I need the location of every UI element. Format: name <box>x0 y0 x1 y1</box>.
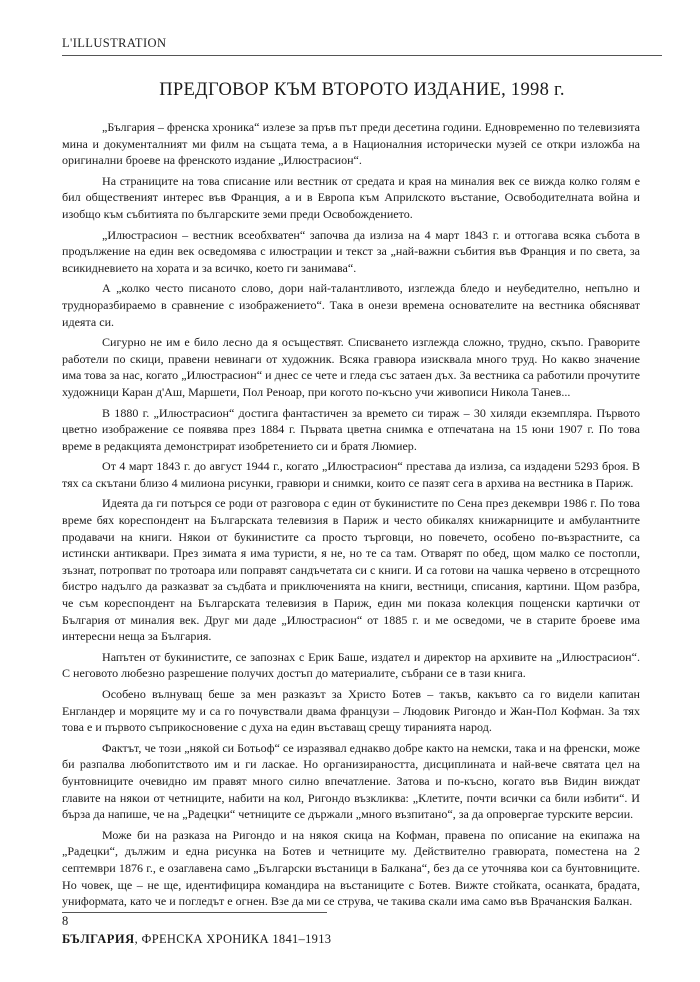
page-title: ПРЕДГОВОР КЪМ ВТОРОТО ИЗДАНИЕ, 1998 г. <box>159 80 565 100</box>
footer-divider <box>62 912 327 913</box>
paragraph: Може би на разказа на Ригондо и на някоя скица на Кофман, правена по описание на екипажа на „Радецки“, дължим и една рисунка на Ботев и четниците му. Действително гравюрата, поместена на 2 септември 1876 г., е озаглавена само „Български въстаници в Балкана“, без да се уточнява кои са бунтовниците. Но човек, ще – не ще, идентифицира командира на въстаниците с Ботев. Вижте стойката, осанката, брадата, униформата, като че и погледът е огнен. Взе да ми се струва, че такива скали има само във Врачанския Балкан. <box>62 827 640 909</box>
paragraph: Идеята да ги потърся се роди от разговора с един от букинистите по Сена през декември 1986 г. По това време бях кореспондент на Българската телевизия в Париж и често обикалях книжарниците и амбулантните продавачи на книги. Някои от букинистите са просто търговци, но повечето, особено по-възрастните, са истински антиквари. През зимата я има туристи, я не, но те са там. Отварят по обед, щом малко се постопли, зъзнат, потропват по тротоара или поправят сандъчетата си с книги. И са готови на чашка червено в отсрещното бистро надълго да разказват за съдбата и приключенията на книги, вестници, списания, картини. Щом разбра, че съм кореспондент на Българската телевизия в Париж, един ми показа колекция пощенски картички от България от миналия век. Друг ми даде „Илюстрасион“ от 1885 г. и ме осведоми, че в старите броеве има интересни неща за България. <box>62 496 640 644</box>
paragraph: Особено вълнуващ беше за мен разказът за Христо Ботев – такъв, какъвто са го видели капитан Енгландер и моряците му и са го почувствали двама французи – Людовик Ригондо и Жан-Пол Кофман. За тях това е и първото съприкосновение с духа на един въставащ срещу тиранията народ. <box>62 687 640 735</box>
running-header: L'ILLUSTRATION <box>62 36 167 50</box>
footer-book-title-main: БЪЛГАРИЯ <box>62 932 135 946</box>
page-number: 8 <box>62 914 69 928</box>
header-divider <box>62 55 662 56</box>
paragraph: Фактът, че този „някой си Ботьоф“ се изразявал еднакво добре както на немски, така и на френски, може би разпалва любопитството им и ги ласкае. Но организираността, дисциплината и най-вече святата цел на бунтовниците очевидно им правят много силно впечатление. Затова и по-късно, когато във Видин виждат главите на някои от четниците, набити на кол, Ригондо възкликва: „Клетите, почти всички са били избити“. И бърза да напише, че на „Радецки“ четниците се държали „много възпитано“, за да опровергае турските версии. <box>62 740 640 822</box>
paragraph: Сигурно не им е било лесно да я осъществят. Списването изглежда сложно, трудно, скъпо. Граворите работели по скици, правени невинаги от художник. Всяка гравюра изисквала много труд. Но какво значение има това за нас, когато „Илюстрасион“ и днес се чете и гледа със затаен дъх. За вестника са работили прочутите художници Каран д'Аш, Маршети, Пол Реноар, при когото по-късно учи живописи Никола Танев... <box>62 335 640 399</box>
paragraph: В 1880 г. „Илюстрасион“ достига фантастичен за времето си тираж – 30 хиляди екземпляра. Първото цветно изображение се появява през 1884 г. Първата цветна снимка е отпечатана на 15 юни 1907 г. По това време в редакцията демонстрират изобретението си и братя Люмиер. <box>62 405 640 453</box>
paragraph: Напътен от букинистите, се запознах с Ерик Баше, издател и директор на архивите на „Илюстрасион“. С неговото любезно разрешение получих достъп до материалите, събрани се в тази книга. <box>62 649 640 681</box>
paragraph: А „колко често писаното слово, дори най-талантливото, изглежда бледо и неубедително, непълно и трудноразбираемо в сравнение с изображението“. Така в онези времена основателите на вестника обясняват идеята си. <box>62 281 640 329</box>
paragraph: От 4 март 1843 г. до август 1944 г., когато „Илюстрасион“ престава да излиза, са издадени 5293 броя. В тях са скътани близо 4 милиона рисунки, гравюри и снимки, които се пазят сега в архива на вестника в Париж. <box>62 459 640 490</box>
paragraph: На страниците на това списание или вестник от средата и края на миналия век се вижда колко голям е бил общественият интерес във Франция, а и в Европа към Априлското въстание, Освободителната война и изобщо към събитията по българските земи преди Освобождението. <box>62 173 640 221</box>
paragraph: „Илюстрасион – вестник всеобхватен“ започва да излиза на 4 март 1843 г. и оттогава всяка събота в продължение на един век осведомява с илюстрации и текст за „най-важни събития във Франция и по света, за всикидневието на хората и за всичко, което ги занимава“. <box>62 227 640 275</box>
footer-book-subtitle: , ФРЕНСКА ХРОНИКА 1841–1913 <box>134 932 332 946</box>
article-body <box>62 119 640 914</box>
footer-book-title <box>62 932 331 947</box>
paragraph: „България – френска хроника“ излезе за пръв път преди десетина години. Едновременно по телевизията мина и документалният ми филм на същата тема, а в Националния исторически музей се откри изложба на оригинални броеве на френското издание „Илюстрасион“. <box>62 120 640 168</box>
